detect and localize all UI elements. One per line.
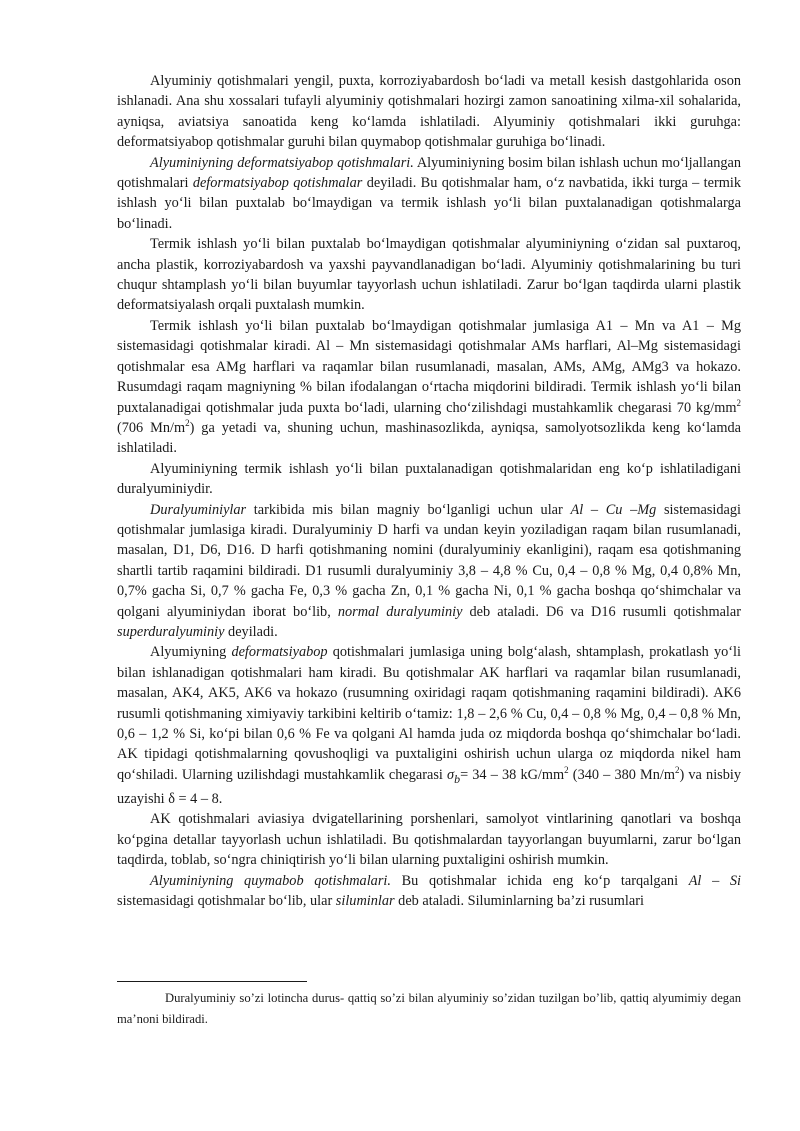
text-run: Alyuminiy qotishmalari yengil, puxta, korroziyabardosh bo‘ladi va metall kesish dastgohlarida oson ishlanadi. Ana shu xossalari tufayli alyuminiy qotishmalari hozirgi zamon sanoatining xilma-xil sohalarida, ayniqsa, aviatsiya sanoatida keng ko‘lamda ishlatiladi. Alyuminiy qotishmalari ikki guruhga: deformatsiyabop qotishmalar guruhi bilan quymabop qotishmalar guruhiga bo‘linadi. <box>117 73 741 151</box>
italic-text: Al – Si <box>688 872 742 889</box>
superscript: 2 <box>675 765 680 776</box>
text-run: deb ataladi. D6 va D16 rusumli qotishmalar <box>462 603 741 620</box>
text-run: ) ga yetadi va, shuning uchun, mashinasozlikda, ayniqsa, samolyotsozlikda keng ko‘lamda ishlatiladi. <box>117 419 742 457</box>
paragraph <box>117 459 741 500</box>
text-run: AK qotishmalari aviasiya dvigatellarining porshenlari, samolyot vintlarining qanotlari va boshqa ko‘pgina detallar tayyorlash uchun ishlatiladi. Bu qotishmalardan tayyorlangan buyumlarni, zarur bo‘lgan taqdirda, toblab, so‘ngra chiniqtirish yo‘li bilan ularning puxtaligini oshirish mumkin. <box>117 811 741 869</box>
paragraph <box>117 71 741 153</box>
text-run: = 34 – 38 kG/mm <box>460 766 565 783</box>
paragraph <box>117 316 741 459</box>
text-run: deyiladi. Bu qotishmalar ham, o‘z navbatida, ikki turga – termik ishlash yo‘li bilan puxtalab bo‘lmaydigan va termik ishlash yo‘li bilan puxtalanadigan qotishmalarga bo‘linadi. <box>117 175 741 232</box>
italic-text: normal duralyuminiy <box>337 603 463 620</box>
text-run: Bu qotishmalar ichida eng ko‘p tarqalgani <box>390 872 689 889</box>
footnote-separator <box>117 981 307 982</box>
paragraph <box>117 500 741 643</box>
superscript: 2 <box>564 765 569 776</box>
subscript: b <box>454 771 461 786</box>
text-run: qotishmalari jumlasiga uning bolg‘alash, shtamplash, prokatlash yo‘li bilan ishlanadigan qotishmalari ham kiradi. Bu qotishmalar AK harflari va raqamlar bilan rusumlanadi, masalan, AK4, AK5, AK6 va hokazo (rusumning oxiridagi raqam qotishmaning raqamini bildiradi). AK6 rusumli qotishmaning ximiyaviy tarkibini keltirib o‘tamiz: 1,8 – 2,6 % Cu, 0,4 – 0,8 % Mg, 0,4 – 0,8 % Mn, 0,6 – 1,2 % Si, ko‘pi bilan 0,6 % Fe va qolgani Al hamda juda oz miqdorda boshqa qo‘shimchalar bo‘ladi. AK tipidagi qotishmalarning qovushoqligi va puxtaligini oshirish uchun ularga oz miqdorda nikel ham qo‘shiladi. Ularning uzilishdagi mustahkamlik chegarasi <box>117 644 742 783</box>
text-run: sistemasidagi qotishmalar bo‘lib, ular <box>117 893 336 910</box>
text-run: deb ataladi. Siluminlarning ba’zi rusumlari <box>394 893 644 910</box>
text-run: (706 Mn/m <box>117 419 186 436</box>
italic-text: deformatsiyabop qotishmalar <box>192 175 363 192</box>
paragraph <box>117 642 741 809</box>
paragraph <box>117 809 741 870</box>
text-run: Alyumiyning <box>150 644 232 661</box>
text-run: deyiladi. <box>224 623 278 640</box>
text-run: (340 – 380 Mn/m <box>568 766 675 783</box>
italic-text: Alyuminiyning deformatsiyabop qotishmalari. <box>150 154 414 171</box>
italic-text: deformatsiyabop <box>231 644 328 661</box>
text-run: Termik ishlash yo‘li bilan puxtalab bo‘lmaydigan qotishmalar alyuminiyning o‘zidan sal puxtaroq, ancha plastik, korroziyabardosh va yaxshi payvandlanadigan bo‘ladi. Alyuminiy qotishmalarining bu turi chuqur shtamplash yo‘li bilan buyumlar tayyorlash uchun ishlatiladi. Zarur bo‘lgan taqdirda ularni plastik deformatsiyalash orqali puxtalash mumkin. <box>117 236 741 314</box>
italic-text: Alyuminiyning quymabob qotishmalari. <box>150 872 391 889</box>
italic-text: σ <box>447 766 455 783</box>
italic-text: superduralyuminiy <box>117 623 225 640</box>
text-run: tarkibida mis bilan magniy bo‘lganligi uchun ular <box>246 501 571 518</box>
superscript: 2 <box>185 418 190 429</box>
body-text <box>117 71 741 912</box>
paragraph <box>117 153 741 235</box>
text-run: Alyuminiyning bosim bilan ishlash uchun mo‘ljallangan qotishmalari <box>117 154 741 192</box>
italic-text: Duralyuminiylar <box>150 501 247 518</box>
italic-text: siluminlar <box>335 893 395 910</box>
footnote: Duralyuminiy so’zi lotincha durus- qattiq so’zi bilan alyuminiy so’zidan tuzilgan bo’lib, qattiq alyumimiy degan ma’noni bildiradi. <box>117 991 741 1026</box>
text-run: ) va nisbiy uzayishi δ = 4 – 8. <box>117 766 742 808</box>
paragraph <box>117 234 741 316</box>
paragraph <box>117 871 741 912</box>
text-run: sistemasidagi qotishmalar jumlasiga kiradi. Duralyuminiy D harfi va undan keyin yoziladigan raqam bilan rusumlanadi, masalan, D1, D6, D16. D harfi qotishmaning nomini (duralyuminiy ekanligini), raqam esa qotishmaning shartli tartib raqamini bildiradi. D1 rusumli duralyuminiy 3,8 – 4,8 % Cu, 0,4 – 0,8 % Mg, 0,4 0,8% Mn, 0,7% gacha Si, 0,7 % gacha Fe, 0,3 % gacha Zn, 0,1 % gacha Ni, 0,1 % gacha boshqa qo‘shimchalar va qolgani alyuminiydan iborat bo‘lib, <box>117 501 742 620</box>
superscript: 2 <box>736 397 741 408</box>
text-run: Termik ishlash yo‘li bilan puxtalab bo‘lmaydigan qotishmalar jumlasiga A1 – Mn va A1 – Mg sistemasidagi qotishmalar kiradi. Al – Mn sistemasidagi qotishmalar AMs harflari, Al–Mg sistemasidagi qotishmalar esa AMg harflari va raqamlar bilan rusumlanadi, masalan, AMs, AMg, AMg3 va hokazo. Rusumdagi raqam magniyning % bilan ifodalangan o‘rtacha miqdorini bildiradi. Termik ishlash yo‘li bilan puxtalanadigai qotishmalar juda puxta bo‘ladi, ularning cho‘zilishdagi mustahkamlik chegarasi 70 kg/mm <box>117 317 741 416</box>
italic-text: Al – Cu –Mg <box>570 501 657 518</box>
text-run: Alyuminiyning termik ishlash yo‘li bilan puxtalanadigan qotishmalaridan eng ko‘p ishlatiladigani duralyuminiydir. <box>117 460 741 498</box>
